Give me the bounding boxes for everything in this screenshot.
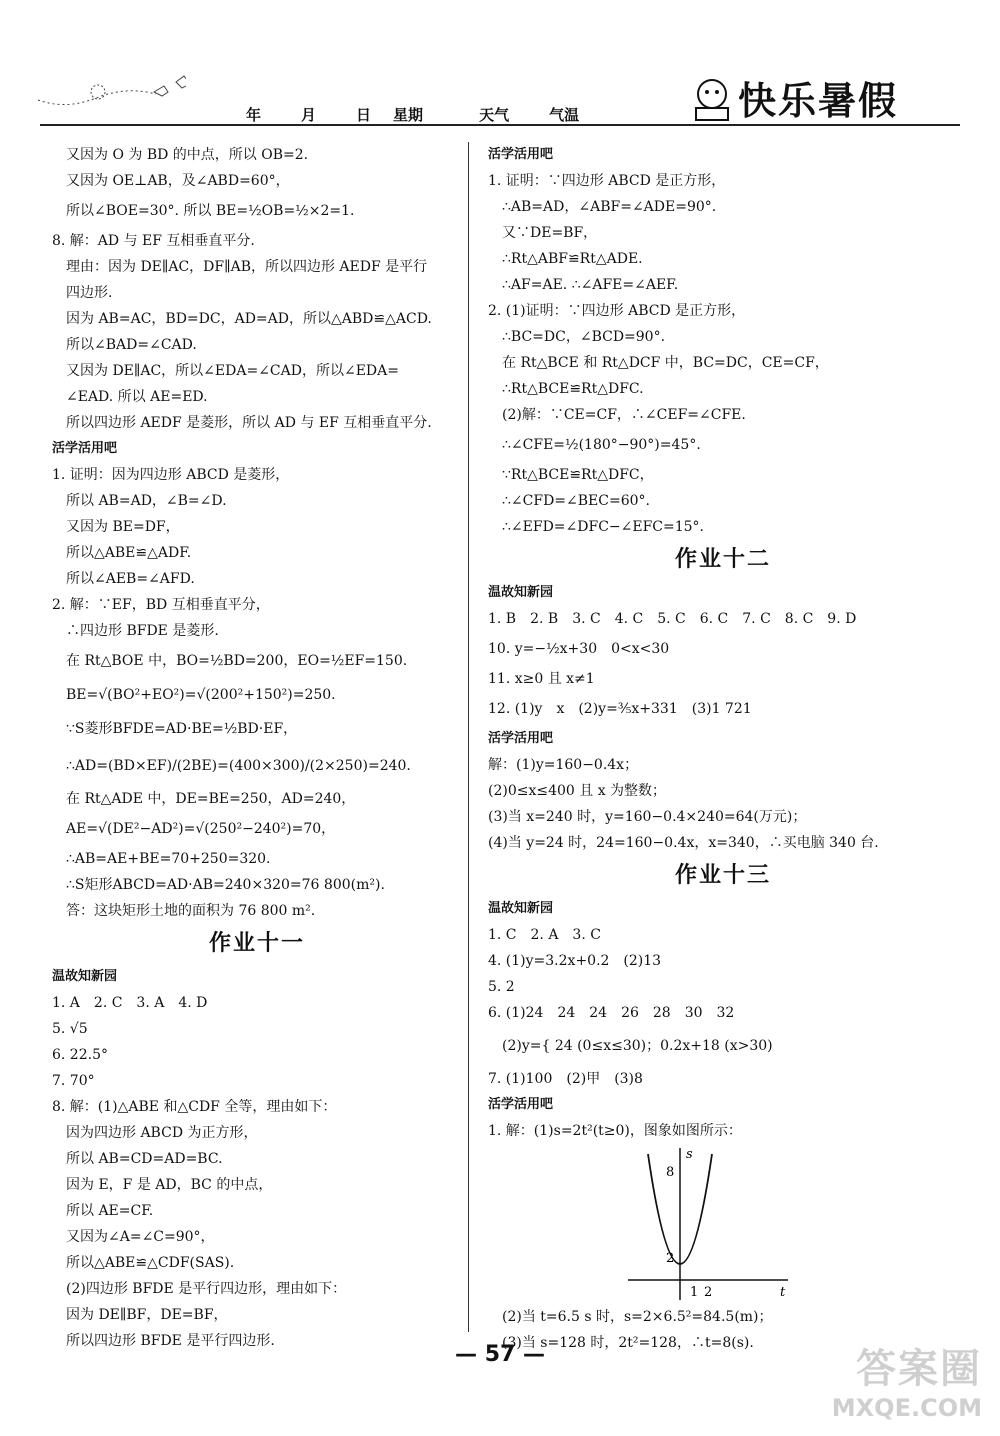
right-line: (4)当 y=24 时，24=160−0.4x，x=340，∴买电脑 340 台.: [488, 835, 879, 851]
page-header: [0, 0, 1000, 140]
left-line: 所以△ABE≌△ADF.: [66, 545, 192, 561]
day-label: 日: [356, 106, 372, 124]
date-weather-row: [212, 104, 613, 125]
right-line: 解：(1)y=160−0.4x；: [488, 757, 639, 773]
right-line: 又∵DE=BF，: [502, 225, 598, 241]
right-line: 12. (1)y x (2)y=⅗x+331 (3)1 721: [488, 701, 752, 717]
month-label: 月: [301, 106, 317, 124]
right-line: ∴BC=DC，∠BCD=90°.: [502, 329, 666, 345]
left-line: 所以四边形 AEDF 是菱形，所以 AD 与 EF 互相垂直平分.: [66, 415, 432, 431]
right-line: 10. y=−½x+30 0<x<30: [488, 641, 670, 657]
left-line: 所以∠BOE=30°. 所以 BE=½OB=½×2=1.: [66, 203, 355, 219]
left-line: 又因为 O 为 BD 的中点，所以 OB=2.: [66, 147, 309, 163]
left-line: 所以 AB=CD=AD=BC.: [66, 1151, 223, 1167]
header-rule: [40, 124, 960, 126]
tick-s-8: 8: [666, 1165, 675, 1180]
section-heading: 活学活用吧: [488, 147, 554, 162]
page-number: — 57 —: [455, 1342, 545, 1367]
right-line: (2)当 t=6.5 s 时，s=2×6.5²=84.5(m)；: [502, 1309, 773, 1325]
right-line: ∵Rt△BCE≌Rt△DFC，: [502, 467, 654, 483]
homework-title: 作业十二: [674, 547, 771, 572]
left-line: 又因为 OE⊥AB，及∠ABD=60°，: [66, 173, 290, 189]
left-line: 所以 AB=AD，∠B=∠D.: [66, 493, 227, 509]
right-line: 11. x≥0 且 x≠1: [488, 671, 595, 687]
left-column: [52, 142, 462, 1354]
left-line: 又因为 BE=DF，: [66, 519, 180, 535]
left-line: 6. 22.5°: [52, 1047, 108, 1063]
right-line: 7. (1)100 (2)甲 (3)8: [488, 1071, 643, 1087]
homework-title: 作业十一: [208, 931, 305, 956]
watermark-logo-text: 答案圈: [856, 1346, 982, 1392]
right-line: 1. B 2. B 3. C 4. C 5. C 6. C 7. C 8. C 9. D: [488, 611, 857, 627]
left-line: 所以∠AEB=∠AFD.: [66, 571, 195, 587]
watermark: [832, 1337, 982, 1422]
left-line: 所以∠BAD=∠CAD.: [66, 337, 197, 353]
left-line: ∵S菱形BFDE=AD·BE=½BD·EF，: [66, 721, 298, 737]
left-line: 又因为 DE∥AC，所以∠EDA=∠CAD，所以∠EDA=: [66, 363, 399, 379]
right-line: ∴∠CFE=½(180°−90°)=45°.: [502, 437, 701, 453]
left-line: 理由：因为 DE∥AC，DF∥AB，所以四边形 AEDF 是平行: [66, 259, 428, 275]
right-line: 在 Rt△BCE 和 Rt△DCF 中，BC=DC，CE=CF，: [502, 355, 829, 371]
left-line: ∴AB=AE+BE=70+250=320.: [66, 851, 271, 867]
left-line: ∴四边形 BFDE 是菱形.: [66, 623, 219, 639]
weather-label: 天气: [479, 106, 510, 124]
left-line: 1. 证明：因为四边形 ABCD 是菱形，: [52, 467, 290, 483]
brand-title: 快乐暑假: [738, 79, 899, 123]
left-line: AE=√(DE²−AD²)=√(250²−240²)=70，: [66, 821, 336, 837]
left-line: 5. √5: [52, 1021, 88, 1037]
right-line: 5. 2: [488, 979, 515, 995]
right-line: (2)y={ 24 (0≤x≤30)；0.2x+18 (x>30): [502, 1038, 773, 1054]
section-heading: 温故知新园: [488, 585, 554, 600]
section-heading: 活学活用吧: [52, 441, 118, 456]
left-line: 8. 解：(1)△ABE 和△CDF 全等，理由如下：: [52, 1099, 337, 1115]
t-axis-label: t: [780, 1285, 786, 1300]
left-line: ∴S矩形ABCD=AD·AB=240×320=76 800(m²).: [66, 877, 385, 893]
column-divider: [468, 142, 469, 1332]
left-line: 因为 AB=AC，BD=DC，AD=AD，所以△ABD≌△ACD.: [66, 311, 432, 327]
left-line: 所以四边形 BFDE 是平行四边形.: [66, 1333, 275, 1349]
right-line: (2)解：∵CE=CF，∴∠CEF=∠CFE.: [502, 407, 746, 423]
left-line: 在 Rt△BOE 中，BO=½BD=200，EO=½EF=150.: [66, 653, 408, 669]
left-line: 2. 解：∵EF，BD 互相垂直平分，: [52, 597, 270, 613]
tick-t-2: 2: [704, 1285, 713, 1300]
left-line: 1. A 2. C 3. A 4. D: [52, 995, 208, 1011]
s-axis-label: s: [686, 1147, 693, 1162]
left-line: 所以△ABE≌△CDF(SAS).: [66, 1255, 235, 1271]
left-line: 7. 70°: [52, 1073, 95, 1089]
right-line: 1. 解：(1)s=2t²(t≥0)，图象如图所示：: [488, 1123, 742, 1139]
left-line: ∠EAD. 所以 AE=ED.: [66, 389, 208, 405]
mascot-icon: [686, 74, 738, 126]
section-heading: 活学活用吧: [488, 1097, 554, 1112]
homework-title: 作业十三: [674, 863, 771, 888]
left-line: 所以 AE=CF.: [66, 1203, 154, 1219]
left-line: 在 Rt△ADE 中，DE=BE=250，AD=240，: [66, 791, 356, 807]
right-line: 1. C 2. A 3. C: [488, 927, 601, 943]
left-line: BE=√(BO²+EO²)=√(200²+150²)=250.: [66, 687, 336, 703]
right-line: 2. (1)证明：∵四边形 ABCD 是正方形，: [488, 303, 746, 319]
weekday-label: 星期: [393, 106, 424, 124]
left-line: ∴AD=(BD×EF)/(2BE)=(400×300)/(2×250)=240.: [66, 758, 411, 774]
parabola-svg: [488, 1144, 958, 1304]
left-line: 又因为∠A=∠C=90°，: [66, 1229, 215, 1245]
parabola-graph: [488, 1144, 958, 1304]
right-line: ∴AF=AE. ∴∠AFE=∠AEF.: [502, 277, 679, 293]
section-heading: 温故知新园: [488, 901, 554, 916]
right-line: ∴Rt△ABF≌Rt△ADE.: [502, 251, 643, 267]
temperature-label: 气温: [549, 106, 580, 124]
left-line: 因为 E，F 是 AD，BC 的中点，: [66, 1177, 273, 1193]
left-line: 因为 DE∥BF，DE=BF，: [66, 1307, 228, 1323]
right-line: (3)当 s=128 时，2t²=128，∴t=8(s).: [502, 1335, 754, 1351]
section-heading: 活学活用吧: [488, 731, 554, 746]
left-line: (2)四边形 BFDE 是平行四边形，理由如下：: [66, 1281, 347, 1297]
tick-t-1: 1: [690, 1285, 699, 1300]
left-line: 四边形.: [66, 285, 113, 301]
year-label: 年: [246, 106, 262, 124]
left-line: 因为四边形 ABCD 为正方形，: [66, 1125, 258, 1141]
right-line: ∴∠EFD=∠DFC−∠EFC=15°.: [502, 519, 705, 535]
watermark-url: MXQE.COM: [831, 1394, 982, 1422]
right-line: (2)0≤x≤400 且 x 为整数；: [488, 783, 667, 799]
section-heading: 温故知新园: [52, 969, 118, 984]
bird-doodle-icon: [36, 72, 186, 112]
right-column: [488, 142, 958, 1356]
right-line: ∴Rt△BCE≌Rt△DFC.: [502, 381, 644, 397]
tick-s-2: 2: [666, 1251, 675, 1266]
left-line: 8. 解：AD 与 EF 互相垂直平分.: [52, 233, 255, 249]
left-line: 答：这块矩形土地的面积为 76 800 m².: [66, 903, 316, 919]
right-line: 6. (1)24 24 24 26 28 30 32: [488, 1005, 735, 1021]
right-line: 1. 证明：∵四边形 ABCD 是正方形，: [488, 173, 726, 189]
right-line: ∴∠CFD=∠BEC=60°.: [502, 493, 650, 509]
right-line: 4. (1)y=3.2x+0.2 (2)13: [488, 953, 662, 969]
right-line: (3)当 x=240 时，y=160−0.4×240=64(万元)；: [488, 809, 807, 825]
right-line: ∴AB=AD，∠ABF=∠ADE=90°.: [502, 199, 717, 215]
